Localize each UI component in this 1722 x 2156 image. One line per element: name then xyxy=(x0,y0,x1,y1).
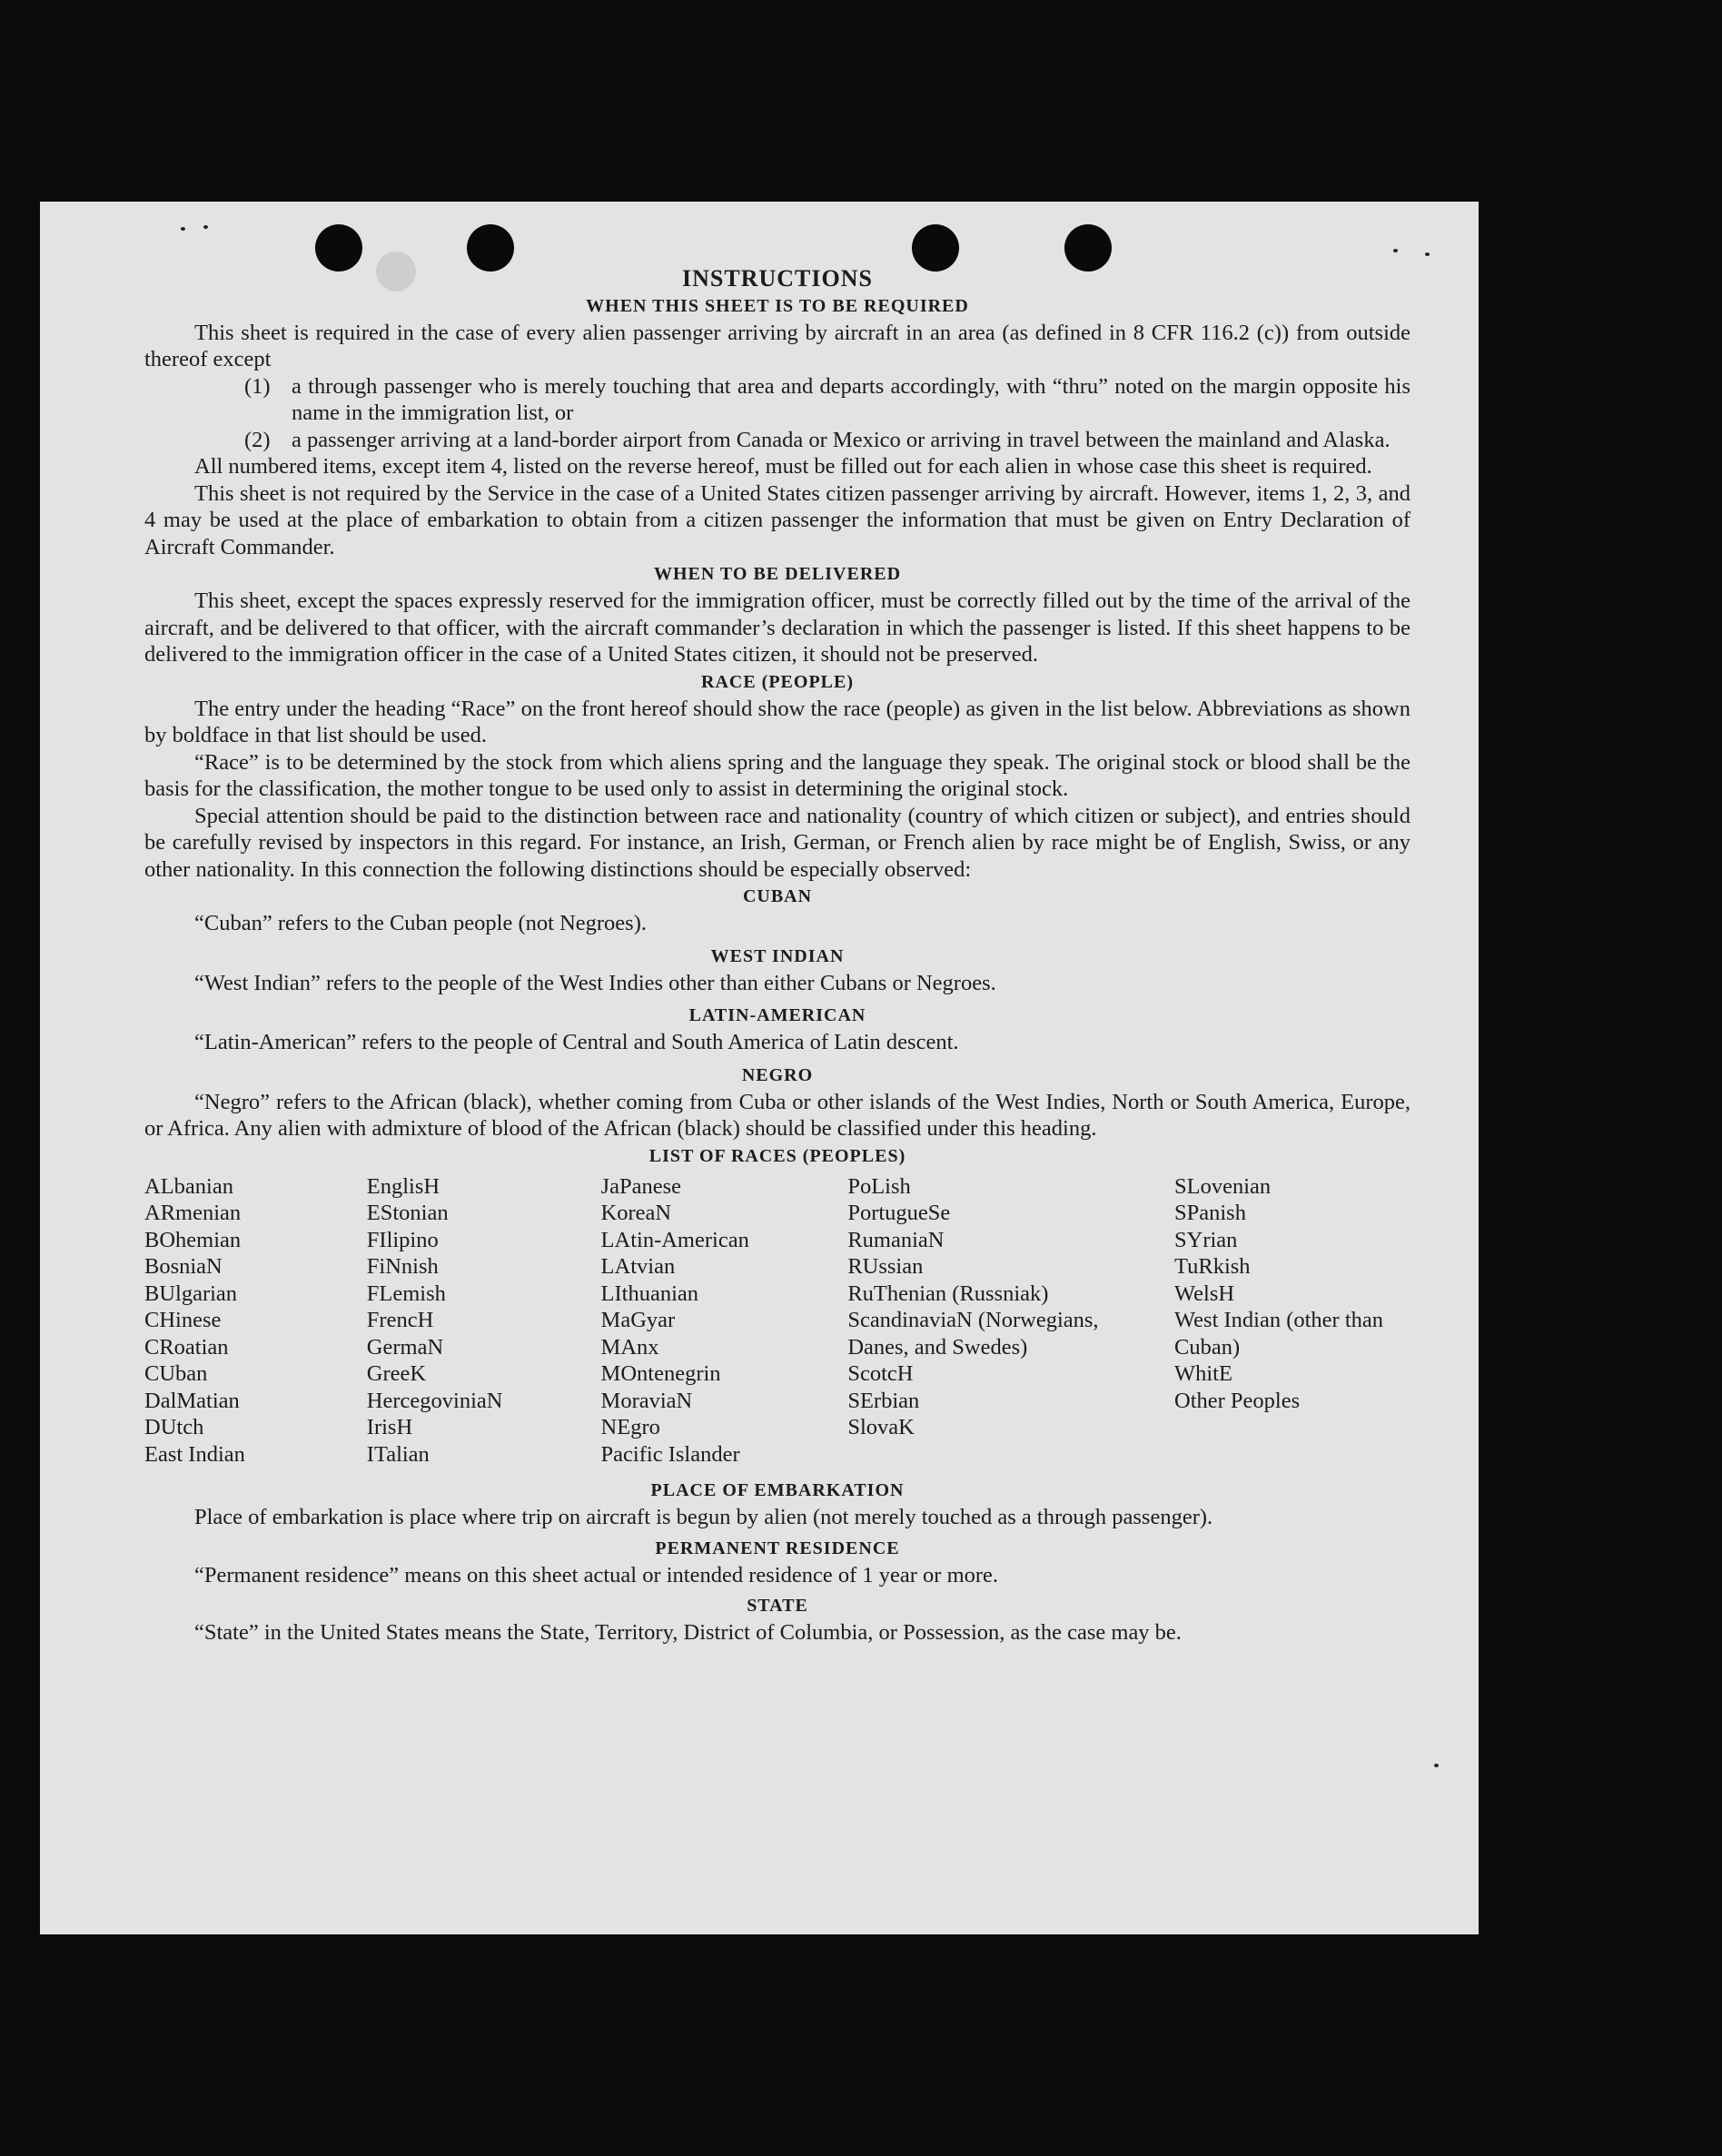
race-entry: LAtvian xyxy=(600,1254,676,1279)
paragraph: “Race” is to be determined by the stock from which aliens spring and the language they speak. The original stock or blood shall be the basis for the classification, the mother tongue to be used only to assist in determining the original stock. xyxy=(144,749,1410,801)
section-heading: WHEN TO BE DELIVERED xyxy=(653,564,902,584)
section-heading: NEGRO xyxy=(741,1064,814,1085)
section-heading: WHEN THIS SHEET IS TO BE REQUIRED xyxy=(586,295,969,316)
race-entry: CUban xyxy=(144,1361,208,1386)
paragraph: The entry under the heading “Race” on the front hereof should show the race (people) as given in the list below. Abbreviations as shown by boldface in that list should be used. xyxy=(144,696,1410,747)
item-number: (2) xyxy=(244,427,271,452)
race-entry: ALbanian xyxy=(144,1173,233,1199)
paragraph: “Negro” refers to the African (black), whether coming from Cuba or other islands of the West Indies, North or South America, Europe, or Africa. Any alien with admixture of blood of the African (black) should be classified under this heading. xyxy=(144,1089,1410,1141)
section-heading: LATIN-AMERICAN xyxy=(688,1005,866,1025)
smudge-mark xyxy=(376,252,416,292)
race-entry: PoLish xyxy=(847,1173,911,1199)
race-entry: NEgro xyxy=(600,1415,660,1439)
race-entry: Other Peoples xyxy=(1174,1388,1301,1413)
punch-hole xyxy=(315,224,362,272)
race-entry: RUssian xyxy=(847,1254,924,1279)
item-text: a through passenger who is merely touching that area and departs accordingly, with “thru” noted on the margin opposite his name in the immigration list, or xyxy=(292,373,1410,425)
race-entry: IrisH xyxy=(366,1415,413,1439)
list-item xyxy=(244,427,1410,454)
instructions-content xyxy=(144,265,1410,1647)
race-entry: GermaN xyxy=(366,1334,444,1360)
item-text: a passenger arriving at a land-border airport from Canada or Mexico or arriving in travel between the mainland and Alaska. xyxy=(292,427,1390,452)
race-entry: FIlipino xyxy=(366,1227,439,1252)
section-heading: STATE xyxy=(747,1596,808,1616)
page-title: INSTRUCTIONS xyxy=(682,265,873,292)
paragraph: This sheet, except the spaces expressly reserved for the immigration officer, must be correctly filled out by the time of the arrival of the aircraft, and be delivered to that officer, with the aircraft commander’s declaration in which the passenger is listed. If this sheet happens to be delivered to the immigration officer in the case of a United States citizen, it should not be preserved. xyxy=(144,588,1410,667)
paragraph: “Permanent residence” means on this sheet actual or intended residence of 1 year or more. xyxy=(194,1562,999,1587)
section-heading: CUBAN xyxy=(742,886,813,906)
race-entry: FrencH xyxy=(366,1308,434,1332)
race-entry: MoraviaN xyxy=(600,1388,693,1413)
races-column xyxy=(367,1173,601,1469)
section-heading: PERMANENT RESIDENCE xyxy=(655,1538,900,1558)
race-entry: BosniaN xyxy=(144,1254,223,1279)
race-entry: ARmenian xyxy=(144,1201,242,1225)
speck xyxy=(1425,252,1430,256)
race-entry: HercegoviniaN xyxy=(366,1388,503,1413)
paragraph: Special attention should be paid to the distinction between race and nationality (country of which citizen or subject), and entries should be carefully revised by inspectors in this regard. For instance, an Irish, German, or French alien by race might be of English, Swiss, or any other nationality. In this connection the following distinctions should be especially observed: xyxy=(144,803,1410,882)
race-entry: ScotcH xyxy=(847,1361,914,1386)
races-list xyxy=(144,1173,1410,1469)
race-entry: East Indian xyxy=(144,1441,245,1467)
paragraph: This sheet is not required by the Service in the case of a United States citizen passenger arriving by aircraft. However, items 1, 2, 3, and 4 may be used at the place of embarkation to obtain from a citizen passenger the information that must be given on Entry Declaration of Aircraft Commander. xyxy=(144,480,1410,559)
race-entry: JaPanese xyxy=(600,1173,681,1199)
race-entry: WhitE xyxy=(1174,1361,1232,1386)
paragraph: This sheet is required in the case of every alien passenger arriving by aircraft in an area (as defined in 8 CFR 116.2 (c)) from outside thereof except xyxy=(144,320,1410,371)
race-entry: RumaniaN xyxy=(847,1227,945,1252)
races-column xyxy=(1174,1173,1410,1469)
race-entry: West Indian (other than Cuban) xyxy=(1174,1308,1384,1360)
race-entry: ScandinaviaN (Norwegians, Danes, and Swedes) xyxy=(847,1308,1099,1360)
race-entry: CRoatian xyxy=(144,1334,229,1360)
race-entry: ITalian xyxy=(366,1441,430,1467)
section-heading: WEST INDIAN xyxy=(710,945,845,966)
punch-hole xyxy=(467,224,514,272)
paragraph: All numbered items, except item 4, listed on the reverse hereof, must be filled out for each alien in whose case this sheet is required. xyxy=(194,454,1372,479)
race-entry: LAtin-American xyxy=(600,1227,749,1252)
paragraph: “State” in the United States means the State, Territory, District of Columbia, or Possession, as the case may be. xyxy=(194,1620,1182,1645)
race-entry: EStonian xyxy=(366,1201,449,1225)
race-entry: SLovenian xyxy=(1174,1173,1272,1199)
race-entry: TuRkish xyxy=(1174,1254,1251,1279)
race-entry: DUtch xyxy=(144,1415,204,1439)
race-entry: MAnx xyxy=(600,1334,659,1360)
race-entry: BOhemian xyxy=(144,1227,242,1252)
race-entry: SYrian xyxy=(1174,1227,1238,1252)
speck xyxy=(1393,249,1398,252)
speck xyxy=(1434,1764,1439,1767)
race-entry: PortugueSe xyxy=(847,1201,951,1225)
speck xyxy=(181,227,185,231)
race-entry: GreeK xyxy=(366,1361,427,1386)
punch-hole xyxy=(912,224,959,272)
race-entry: DalMatian xyxy=(144,1388,240,1413)
paragraph: “Latin-American” refers to the people of Central and South America of Latin descent. xyxy=(194,1030,959,1054)
race-entry: LIthuanian xyxy=(600,1281,699,1306)
item-number: (1) xyxy=(244,373,271,399)
races-column xyxy=(144,1173,367,1469)
race-entry: MOntenegrin xyxy=(600,1361,721,1386)
punch-hole xyxy=(1064,224,1112,272)
race-entry: FLemish xyxy=(366,1281,446,1306)
race-entry: MaGyar xyxy=(600,1308,676,1332)
race-entry: BUlgarian xyxy=(144,1281,238,1306)
races-column xyxy=(847,1173,1174,1469)
race-entry: SErbian xyxy=(847,1388,920,1413)
race-entry: Pacific Islander xyxy=(600,1441,740,1467)
race-entry: SlovaK xyxy=(847,1415,915,1439)
section-heading: RACE (PEOPLE) xyxy=(701,671,854,692)
race-entry: FiNnish xyxy=(366,1254,439,1279)
race-entry: WelsH xyxy=(1174,1281,1235,1306)
list-item xyxy=(244,373,1410,427)
speck xyxy=(203,225,208,229)
paragraph: “West Indian” refers to the people of the West Indies other than either Cubans or Negroes. xyxy=(194,970,996,995)
instruction-sheet xyxy=(40,202,1479,1934)
race-entry: SPanish xyxy=(1174,1201,1246,1225)
race-entry: KoreaN xyxy=(600,1201,672,1225)
section-heading: PLACE OF EMBARKATION xyxy=(650,1480,905,1500)
races-column xyxy=(601,1173,848,1469)
section-heading: LIST OF RACES (PEOPLES) xyxy=(648,1145,906,1166)
paragraph: “Cuban” refers to the Cuban people (not Negroes). xyxy=(194,911,647,935)
race-entry: EnglisH xyxy=(366,1173,440,1199)
paragraph: Place of embarkation is place where trip on aircraft is begun by alien (not merely touched as a through passenger). xyxy=(194,1505,1213,1529)
race-entry: CHinese xyxy=(144,1308,222,1332)
race-entry: RuThenian (Russniak) xyxy=(847,1281,1049,1306)
